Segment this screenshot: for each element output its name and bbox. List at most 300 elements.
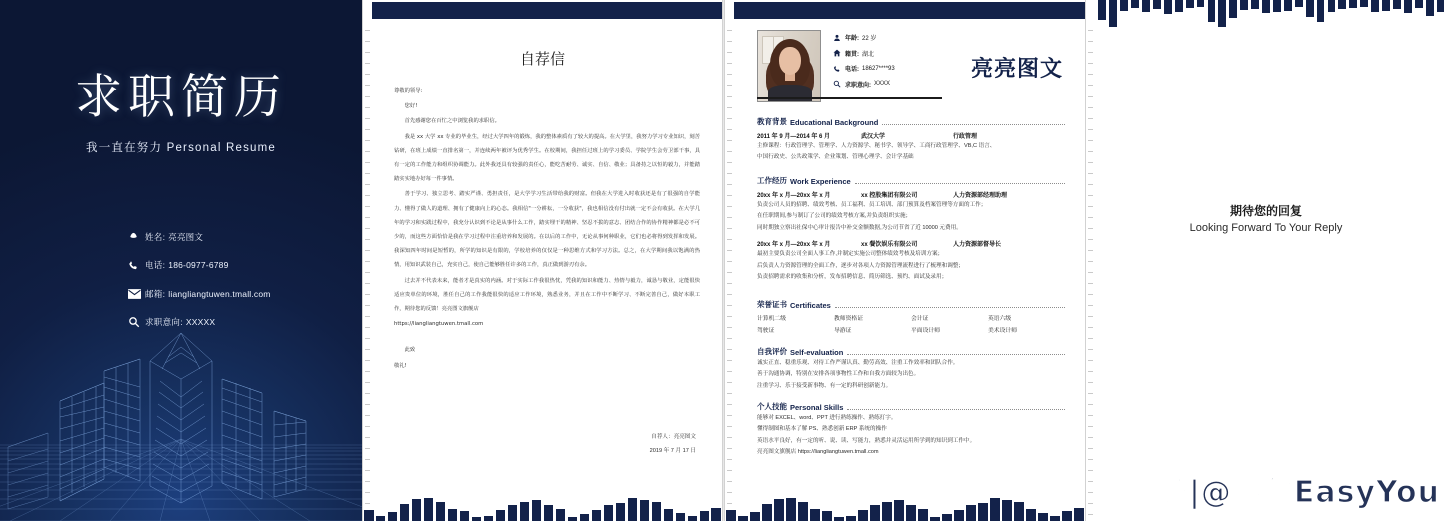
education-row — [757, 131, 1065, 140]
decor-bar — [604, 505, 613, 521]
closing-title-en: Looking Forward To Your Reply — [1189, 222, 1343, 234]
margin-tick — [727, 393, 732, 394]
letter-title: 自荐信 — [519, 50, 565, 68]
decor-bar — [1062, 511, 1071, 521]
contact-row-name — [128, 229, 271, 244]
work-company: xx 控股集团有限公司 — [861, 193, 918, 199]
decor-bar — [616, 503, 625, 521]
section-title-en: Educational Background — [790, 118, 879, 127]
work-company: xx 餐饮娱乐有限公司 — [861, 242, 918, 249]
margin-tick — [1088, 415, 1093, 416]
margin-tick — [365, 327, 370, 328]
decor-bar — [1186, 0, 1194, 8]
margin-tick — [727, 261, 732, 262]
bar-decoration-top — [1086, 0, 1446, 40]
margin-tick — [727, 129, 732, 130]
decor-bar — [1382, 0, 1390, 11]
decor-bar — [628, 498, 637, 521]
margin-tick — [727, 448, 732, 449]
margin-tick — [1088, 492, 1093, 493]
margin-tick — [1088, 514, 1093, 515]
margin-tick — [727, 283, 732, 284]
decor-bar — [412, 499, 421, 521]
contact-value: liangliangtuwen.tmall.com — [168, 288, 271, 299]
bar-decoration-bottom — [725, 477, 1085, 521]
certificate-item: 美术设计师 — [988, 328, 1017, 334]
margin-tick — [727, 272, 732, 273]
applicant-name: 亮亮图文 — [970, 57, 1063, 82]
resume-cover-page — [0, 0, 362, 521]
margin-tick — [365, 459, 370, 460]
decor-bar — [472, 517, 481, 521]
margin-tick — [365, 415, 370, 416]
margin-tick — [365, 294, 370, 295]
meta-label: 电话: — [845, 67, 859, 73]
margin-tick — [727, 338, 732, 339]
decor-bar — [592, 510, 601, 521]
decor-bar — [688, 516, 697, 521]
margin-tick — [1088, 173, 1093, 174]
meta-value: 22 岁 — [862, 36, 877, 42]
margin-tick — [727, 63, 732, 64]
decor-bar — [484, 516, 493, 521]
margin-tick — [1088, 63, 1093, 64]
decor-bar — [810, 509, 819, 521]
decor-bar — [460, 511, 469, 521]
person-icon — [128, 229, 145, 244]
margin-tick — [365, 96, 370, 97]
margin-tick — [1088, 74, 1093, 75]
decor-bar — [918, 509, 927, 521]
decor-bar — [1328, 0, 1336, 12]
margin-tick — [727, 415, 732, 416]
margin-tick — [1088, 261, 1093, 262]
contact-value: 亮亮图文 — [168, 231, 204, 242]
meta-row-age — [833, 33, 895, 42]
margin-tick — [1088, 283, 1093, 284]
margin-tick — [727, 382, 732, 383]
margin-tick — [365, 184, 370, 185]
decor-bar — [400, 504, 409, 521]
margin-tick — [1088, 393, 1093, 394]
margin-tick — [727, 41, 732, 42]
margin-tick — [727, 173, 732, 174]
margin-tick — [727, 239, 732, 240]
decor-bar — [786, 498, 795, 521]
margin-tick — [727, 316, 732, 317]
margin-tick — [1088, 41, 1093, 42]
decor-bar — [906, 505, 915, 521]
margin-tick — [1088, 184, 1093, 185]
decor-bar — [990, 498, 999, 521]
margin-tick — [727, 195, 732, 196]
work-duty: 后负责人力资源管理的全面工作，逐步对各项人力资源管理流程进行了梳理和调整； — [757, 262, 964, 269]
margin-tick — [365, 338, 370, 339]
decor-bar — [966, 505, 975, 521]
certificate-item: 导游证 — [834, 328, 852, 334]
margin-tick — [727, 305, 732, 306]
meta-label: 籍贯: — [845, 51, 859, 58]
meta-row-phone — [833, 64, 895, 73]
decor-bar — [846, 516, 855, 521]
margin-tick — [365, 250, 370, 251]
decor-bar — [1014, 502, 1023, 521]
margin-tick — [1088, 349, 1093, 350]
decor-bar — [1002, 500, 1011, 521]
bar-decoration-bottom — [363, 477, 722, 521]
decor-bar — [1218, 0, 1226, 27]
decor-bar — [1109, 0, 1117, 27]
decor-bar — [1197, 0, 1205, 7]
decor-bar — [1131, 0, 1139, 8]
margin-tick — [365, 283, 370, 284]
margin-tick — [365, 173, 370, 174]
margin-tick — [365, 382, 370, 383]
section-header — [757, 346, 1065, 357]
margin-tick — [727, 360, 732, 361]
section-header — [757, 116, 1065, 127]
city-skyline-illustration — [0, 271, 362, 521]
decor-bar — [580, 514, 589, 521]
margin-tick — [365, 162, 370, 163]
margin-tick — [365, 316, 370, 317]
decor-bar — [376, 516, 385, 521]
skill-line: 懂得制图和基本了解 PS、熟悉创新 ERP 系统的操作 — [757, 426, 887, 433]
decor-bar — [1349, 0, 1357, 8]
decor-bar — [1153, 0, 1161, 9]
work-duty: 负责公司人员的招聘、绩效考核、员工福利、员工培训、部门预算及档案管理等方面的工作； — [757, 202, 987, 208]
page-margin-marks — [725, 0, 734, 521]
margin-tick — [1088, 448, 1093, 449]
decor-bar — [738, 516, 747, 521]
margin-tick — [1088, 96, 1093, 97]
margin-tick — [1088, 140, 1093, 141]
margin-tick — [727, 30, 732, 31]
section-title-en: Work Experience — [790, 177, 851, 186]
self-evaluation-line: 注重学习、乐于接受新事物、有一定的科研创新能力。 — [757, 382, 892, 389]
closing-title-zh: 期待您的回复 — [1229, 204, 1302, 218]
decor-bar — [1142, 0, 1150, 12]
margin-tick — [1088, 404, 1093, 405]
decor-bar — [1120, 0, 1128, 11]
page-margin-marks — [1086, 0, 1095, 521]
work-duty: 同时期独立察出社保中心审计报告中补交金额数据,为公司节省了近 10000 元费用。 — [757, 224, 962, 231]
margin-tick — [727, 250, 732, 251]
letter-signer: 自荐人：亮亮图文 — [651, 434, 696, 440]
margin-tick — [1088, 162, 1093, 163]
work-title: 人力资源部经理助理 — [953, 193, 1008, 199]
skill-line: 英语水平良好，有一定的听、说、读、写能力，熟悉并灵活运用所学到的知识到工作中。 — [757, 437, 976, 444]
contact-label: 求职意向: — [145, 317, 183, 327]
education-school: 武汉大学 — [861, 134, 886, 140]
margin-tick — [727, 74, 732, 75]
decor-bar — [1038, 513, 1047, 521]
margin-tick — [1088, 151, 1093, 152]
decor-bar — [544, 505, 553, 521]
meta-divider — [757, 97, 942, 99]
margin-tick — [727, 184, 732, 185]
decor-bar — [942, 514, 951, 521]
margin-tick — [1088, 107, 1093, 108]
contact-label: 姓名: — [145, 231, 166, 242]
decor-bar — [364, 510, 373, 521]
decor-bar — [858, 510, 867, 521]
work-row — [757, 190, 1065, 199]
cover-letter-page — [363, 0, 722, 521]
decor-bar — [1371, 0, 1379, 12]
margin-tick — [727, 206, 732, 207]
margin-tick — [727, 228, 732, 229]
home-icon — [833, 49, 845, 57]
letter-greeting: 您好! — [404, 103, 418, 110]
letter-thanks: 首先感谢您在百忙之中浏览我的求职信。 — [404, 118, 500, 125]
contact-label: 电话: — [145, 260, 166, 270]
work-duty: 在任职期间,参与制订了公司的绩效考核方案,并负责组织实施； — [757, 213, 912, 220]
applicant-meta-list — [833, 33, 895, 95]
margin-tick — [365, 118, 370, 119]
decor-bar — [1175, 0, 1183, 12]
margin-tick — [727, 371, 732, 372]
decor-bar — [1164, 0, 1172, 14]
letter-paragraph-1: 我是 xx 大学 xx 专业的毕业生，经过大学四年的锻炼，我的整体素质有了较大的提高。在大学里，我努力学习专业知识，刻苦钻研，在班上成绩一直排名第一，并连续两年被评为优秀学生。在校期间，我担任过班上的学习委员、学院学生会劳卫部干事，具有一定的工作能力和组织协调能力。此外我还具有较强的责任心，能吃苦耐劳、诚实、自信、敬业；具备持之以恒的毅力，并能踏踏实实地办好每一件事情。 — [394, 133, 700, 183]
decor-bar — [508, 505, 517, 521]
margin-tick — [365, 195, 370, 196]
letter-signature — [650, 430, 696, 458]
margin-tick — [1088, 459, 1093, 460]
margin-tick — [365, 404, 370, 405]
education-courses-1: 主修课程：行政管理学、管理学、人力资源学、秘书学、领导学、工商行政管理学、VB,C 语言、 — [757, 143, 996, 149]
section-title-en: Personal Skills — [790, 403, 844, 412]
decor-bar — [870, 505, 879, 521]
margin-tick — [365, 217, 370, 218]
work-title: 人力资源部督导长 — [953, 242, 1002, 249]
page-margin-marks — [363, 0, 372, 521]
certificate-row — [757, 325, 1065, 334]
margin-tick — [727, 140, 732, 141]
margin-tick — [365, 261, 370, 262]
decor-bar — [640, 500, 649, 521]
decor-bar — [1360, 0, 1368, 7]
meta-value: XXXX — [874, 81, 891, 87]
section-title-zh: 工作经历 — [757, 176, 787, 185]
margin-tick — [727, 404, 732, 405]
page-top-band — [725, 2, 1085, 19]
decor-bar — [1437, 0, 1445, 12]
margin-tick — [365, 305, 370, 306]
margin-tick — [727, 426, 732, 427]
margin-tick — [365, 107, 370, 108]
margin-tick — [1088, 470, 1093, 471]
decor-bar — [556, 509, 565, 521]
meta-label: 年龄: — [845, 36, 859, 42]
section-education — [757, 116, 1065, 163]
cover-subtitle: 我一直在努力 Personal Resume — [86, 142, 276, 154]
margin-tick — [365, 470, 370, 471]
margin-tick — [727, 85, 732, 86]
letter-closing-1: 此致 — [404, 347, 416, 354]
margin-tick — [1088, 338, 1093, 339]
decor-bar — [424, 498, 433, 521]
self-evaluation-line: 诚实正直、稳重乐观、对待工作严谨认真、勤劳高效、注重工作效率和团队合作。 — [757, 360, 959, 366]
section-title-en: Certificates — [790, 301, 831, 310]
margin-tick — [1088, 481, 1093, 482]
margin-tick — [727, 349, 732, 350]
cover-title: 求职简历 — [75, 70, 287, 125]
decor-bar — [520, 502, 529, 521]
work-period: 20xx 年 x 月—20xx 年 x 月 — [757, 193, 831, 199]
decor-bar — [894, 500, 903, 521]
certificate-item: 会计证 — [911, 316, 929, 322]
contact-value: 186-0977-6789 — [168, 260, 229, 270]
decor-bar — [1098, 0, 1106, 20]
decor-bar — [664, 509, 673, 521]
margin-tick — [1088, 250, 1093, 251]
decor-bar — [1273, 0, 1281, 12]
decor-bar — [798, 502, 807, 521]
decor-bar — [930, 517, 939, 521]
margin-tick — [365, 140, 370, 141]
margin-tick — [1088, 316, 1093, 317]
self-evaluation-line: 善于沟通协调，特别在安排各项事物性工作和自我方面较为出色。 — [757, 371, 920, 378]
education-courses-2: 中国行政史、公共政策学、企业策划、管理心理学、会计学基础 — [757, 154, 914, 161]
education-major: 行政管理 — [953, 134, 978, 140]
work-duty: 负责招聘需求的收集和分析，发布招聘信息、简历筛选、预约、面试及录用； — [757, 274, 948, 281]
person-icon — [833, 34, 845, 42]
margin-tick — [1088, 371, 1093, 372]
decor-bar — [1262, 0, 1270, 13]
margin-tick — [1088, 129, 1093, 130]
decor-bar — [822, 511, 831, 521]
decor-bar — [1404, 0, 1412, 13]
meta-value: 18627****93 — [862, 65, 895, 72]
decor-bar — [700, 511, 709, 521]
margin-tick — [365, 30, 370, 31]
margin-tick — [365, 151, 370, 152]
decor-bar — [448, 509, 457, 521]
watermark: 头条|@易尔EasyYou — [1126, 475, 1440, 510]
meta-value: 湖北 — [862, 51, 875, 58]
decor-bar — [1074, 508, 1083, 521]
decor-bar — [1229, 0, 1237, 18]
margin-tick — [727, 52, 732, 53]
letter-date: 2019 年 7 月 17 日 — [649, 448, 696, 454]
decor-bar — [1426, 0, 1434, 16]
decor-bar — [1251, 0, 1259, 9]
margin-tick — [365, 371, 370, 372]
margin-tick — [1088, 360, 1093, 361]
certificate-item: 教师资格证 — [834, 316, 863, 322]
decor-bar — [1317, 0, 1325, 22]
decor-bar — [1284, 0, 1292, 11]
margin-tick — [365, 360, 370, 361]
section-title-zh: 荣誉证书 — [757, 300, 787, 309]
letter-url[interactable]: https://liangliangtuwen.tmall.com — [394, 321, 484, 328]
contact-label: 邮箱: — [145, 288, 166, 299]
certificate-row — [757, 313, 1065, 322]
margin-tick — [727, 217, 732, 218]
margin-tick — [365, 448, 370, 449]
margin-tick — [727, 96, 732, 97]
decor-bar — [954, 510, 963, 521]
applicant-photo — [757, 30, 821, 102]
meta-row-hometown — [833, 49, 895, 58]
margin-tick — [727, 107, 732, 108]
margin-tick — [727, 437, 732, 438]
decor-bar — [532, 500, 541, 521]
decor-bar — [496, 510, 505, 521]
decor-bar — [711, 508, 720, 521]
margin-tick — [1088, 195, 1093, 196]
decor-bar — [676, 513, 685, 521]
section-rule — [847, 353, 1065, 355]
decor-bar — [882, 502, 891, 521]
margin-tick — [365, 272, 370, 273]
section-header — [757, 299, 1065, 310]
margin-tick — [1088, 327, 1093, 328]
margin-tick — [1088, 503, 1093, 504]
margin-tick — [365, 349, 370, 350]
margin-tick — [1088, 305, 1093, 306]
margin-tick — [727, 470, 732, 471]
section-rule — [882, 123, 1065, 125]
decor-bar — [1415, 0, 1423, 8]
margin-tick — [727, 162, 732, 163]
decor-bar — [1338, 0, 1346, 9]
certificate-item: 驾驶证 — [757, 328, 775, 334]
phone-icon — [833, 65, 845, 73]
section-certificates — [757, 299, 1065, 334]
margin-tick — [365, 437, 370, 438]
section-title-zh: 自我评价 — [757, 347, 787, 356]
contact-value: XXXXX — [185, 317, 216, 327]
decor-bar — [1208, 0, 1216, 22]
margin-tick — [727, 151, 732, 152]
section-title-en: Self-evaluation — [790, 348, 844, 357]
section-rule — [855, 182, 1065, 184]
margin-tick — [1088, 118, 1093, 119]
letter-salutation: 尊敬的领导: — [394, 88, 423, 94]
margin-tick — [727, 327, 732, 328]
decor-bar — [1050, 516, 1059, 521]
meta-row-objective — [833, 80, 895, 89]
section-header — [757, 175, 1065, 186]
letter-paragraph-3: 过去并不代表未来，能者才是真实的内涵。对于实际工作我很热忱，凭我的知识和能力、热情与毅力，诚恳与敬业，定能很快适应贵单位的环境，胜任自己的工作我能很快的适应工作环境，熟悉业务，并且在工作中不断学习、不断完善自己，做好本职工作，期待您的反馈！亮亮图文旗舰店 — [394, 277, 700, 313]
page-top-band — [363, 2, 722, 19]
work-duty: 最初主要负责公司全面人事工作,并制定实施公司整体绩效考核及培训方案； — [757, 251, 944, 258]
margin-tick — [365, 85, 370, 86]
decor-bar — [978, 503, 987, 521]
margin-tick — [365, 74, 370, 75]
decor-bar — [388, 512, 397, 521]
margin-tick — [1088, 239, 1093, 240]
skill-line[interactable]: 亮亮图文旗舰店 https://liangliangtuwen.tmall.com — [757, 449, 879, 456]
margin-tick — [1088, 382, 1093, 383]
section-work-experience — [757, 175, 1065, 282]
resume-detail-page — [725, 0, 1085, 521]
margin-tick — [1088, 426, 1093, 427]
letter-body — [394, 84, 700, 374]
decor-bar — [1306, 0, 1314, 17]
decor-bar — [762, 504, 771, 521]
certificate-item: 平面设计师 — [911, 328, 940, 334]
section-self-evaluation — [757, 346, 1065, 391]
decor-bar — [1295, 0, 1303, 7]
decor-bar — [726, 510, 735, 521]
section-rule — [847, 408, 1065, 410]
margin-tick — [1088, 294, 1093, 295]
margin-tick — [365, 129, 370, 130]
margin-tick — [1088, 272, 1093, 273]
